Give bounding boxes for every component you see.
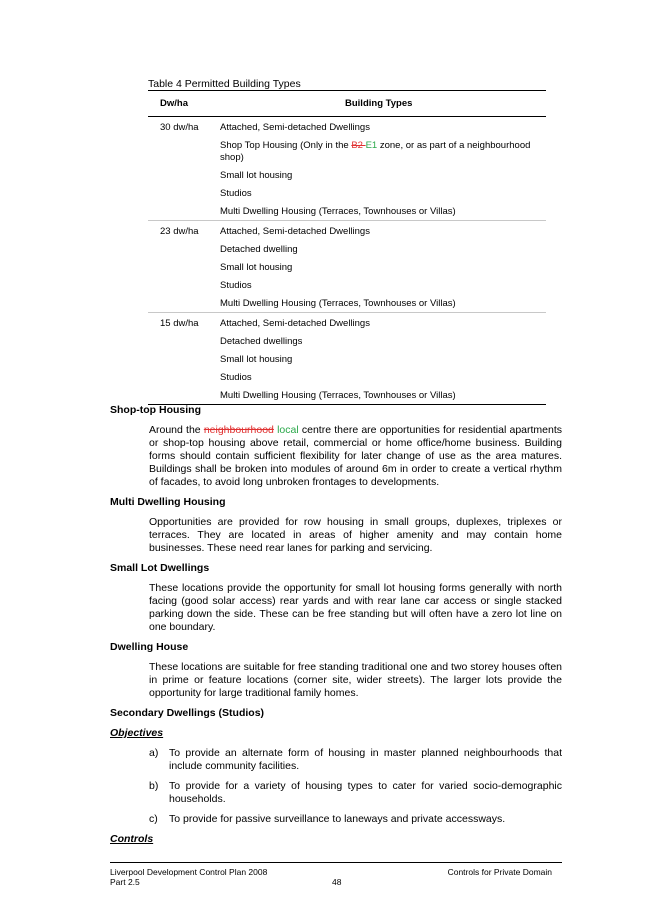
section-heading-secondary-dwellings: Secondary Dwellings (Studios) [110, 707, 265, 719]
header-density: Dw/ha [160, 98, 188, 109]
list-item-text: To provide for a variety of housing types to cater for varied socio-demographic households. [169, 780, 562, 805]
list-item-text: To provide an alternate form of housing in master planned neighbourhoods that include community facilities. [169, 747, 562, 772]
building-type: Studios [220, 188, 252, 199]
table-row [148, 117, 546, 221]
building-type: Detached dwellings [220, 336, 303, 347]
list-marker: a) [149, 747, 159, 759]
header-building-types: Building Types [345, 98, 413, 109]
building-type: Attached, Semi-detached Dwellings [220, 318, 370, 329]
building-type: Small lot housing [220, 262, 293, 273]
building-type: Attached, Semi-detached Dwellings [220, 122, 370, 133]
objectives-heading: Objectives [110, 727, 164, 739]
deleted-text: neighbourhood [203, 424, 274, 436]
building-type: Multi Dwelling Housing (Terraces, Townhouses or Villas) [220, 390, 456, 401]
paragraph-text: Around the [149, 424, 204, 436]
building-type: Small lot housing [220, 354, 293, 365]
section-heading-multi-dwelling: Multi Dwelling Housing [110, 496, 226, 508]
list-item [110, 747, 562, 773]
list-item [110, 813, 562, 826]
table-row [148, 221, 546, 313]
section-heading-dwelling-house: Dwelling House [110, 641, 189, 653]
building-type: Multi Dwelling Housing (Terraces, Townhouses or Villas) [220, 206, 456, 217]
footer-document-title: Liverpool Development Control Plan 2008 [110, 867, 268, 877]
table-row [148, 313, 546, 405]
inserted-text: local [273, 424, 299, 436]
small-lot-paragraph: These locations provide the opportunity for small lot housing forms generally with north facing (good solar access) rear yards and with rear lane car access or single stacked parking down the side. These can be free standing but will often have a zero lot line on one boundary. [149, 582, 562, 633]
table-caption: Table 4 Permitted Building Types [148, 78, 301, 90]
list-item [110, 780, 562, 806]
paragraph-text: centre there are opportunities for residential apartments or shop-top housing above retail, commercial or home office/home business. Building forms should contain sufficient flexibility for later change of use as the area matures. Buildings shall be broken into modules of around 6m in order to create a vertical rhythm of facades, to avoid long unbroken frontages to developments. [149, 424, 562, 488]
inserted-text: E1 [365, 140, 378, 151]
deleted-text: B2 [351, 140, 366, 151]
density-cell: 23 dw/ha [160, 226, 199, 237]
table-header-row [148, 91, 546, 117]
page-number: 48 [332, 877, 342, 887]
multi-dwelling-paragraph: Opportunities are provided for row housing in small groups, duplexes, triplexes or terraces. They are located in areas of higher amenity and may contain home businesses. These need rear lanes for parking and servicing. [149, 516, 562, 554]
dwelling-house-paragraph: These locations are suitable for free standing traditional one and two storey houses often in prime or feature locations (corner site, wider streets). The larger lots provide the opportunity for large traditional family homes. [149, 661, 562, 699]
list-marker: b) [149, 780, 159, 792]
building-type: Detached dwelling [220, 244, 298, 255]
body-sections [110, 404, 562, 853]
section-heading-small-lot: Small Lot Dwellings [110, 562, 210, 574]
page-footer [110, 862, 562, 887]
building-type-text: Shop Top Housing (Only in the [220, 140, 352, 151]
section-heading-shop-top: Shop-top Housing [110, 404, 201, 416]
building-type: Studios [220, 280, 252, 291]
permitted-building-types-table [148, 90, 546, 405]
controls-heading: Controls [110, 833, 154, 845]
footer-section-title: Controls for Private Domain [447, 867, 552, 877]
density-cell: 15 dw/ha [160, 318, 199, 329]
building-type [220, 140, 546, 164]
objectives-list [110, 747, 562, 826]
building-type-text: zone, or as part of a neighbourhood shop) [220, 140, 531, 163]
building-type: Small lot housing [220, 170, 293, 181]
density-cell: 30 dw/ha [160, 122, 199, 133]
list-item-text: To provide for passive surveillance to laneways and private accessways. [169, 813, 506, 825]
building-type: Multi Dwelling Housing (Terraces, Townhouses or Villas) [220, 298, 456, 309]
shop-top-paragraph [149, 424, 562, 489]
list-marker: c) [149, 813, 158, 825]
building-type: Attached, Semi-detached Dwellings [220, 226, 370, 237]
footer-part: Part 2.5 [110, 877, 140, 887]
building-type: Studios [220, 372, 252, 383]
